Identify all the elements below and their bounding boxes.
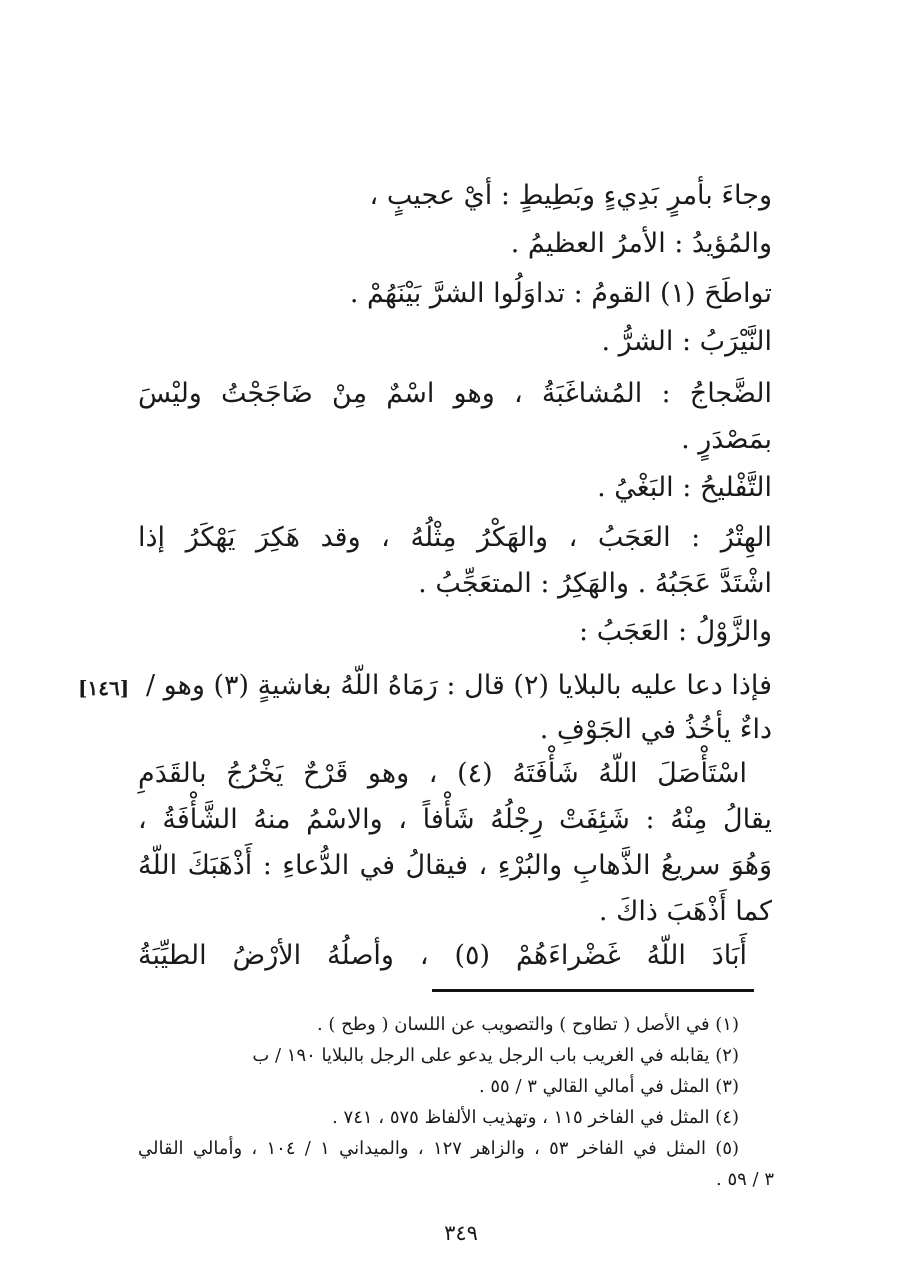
body-line-7: التَّفْليحُ : البَغْيُ . bbox=[597, 472, 772, 503]
body-line-16: كما أَذْهَبَ ذاكَ . bbox=[598, 896, 772, 927]
footnote-5: (٥) المثل في الفاخر ٥٣ ، والزاهر ١٢٧ ، والميداني ١ / ١٠٤ ، وأمالي القالي bbox=[138, 1138, 740, 1159]
body-line-1: وجاءَ بأمرٍ بَدِيءٍ وبَطِيطٍ : أيْ عجيبٍ ، bbox=[369, 180, 772, 211]
footnote-3: (٣) المثل في أمالي القالي ٣ / ٥٥ . bbox=[478, 1076, 739, 1097]
page-number: ٣٤٩ bbox=[444, 1221, 478, 1245]
marginal-page-reference: [١٤٦] bbox=[78, 676, 130, 700]
footnote-separator bbox=[432, 989, 754, 992]
body-line-4: النَّيْرَبُ : الشرُّ . bbox=[601, 326, 772, 357]
footnote-1: (١) في الأصل ( تطاوح ) والتصويب عن اللسان ( وطح ) . bbox=[316, 1014, 739, 1035]
footnote-5-continuation: ٣ / ٥٩ . bbox=[716, 1169, 774, 1190]
body-line-12: داءٌ يأخُذُ في الجَوْفِ . bbox=[539, 714, 772, 745]
body-line-5: الضَّجاجُ : المُشاغَبَةُ ، وهو اسْمٌ مِنْ ضَاجَجْتُ وليْسَ bbox=[138, 378, 772, 409]
body-line-2: والمُؤيدُ : الأمرُ العظيمُ . bbox=[510, 228, 772, 259]
body-line-6: بمَصْدَرٍ . bbox=[681, 424, 772, 455]
body-line-10: والزَّوْلُ : العَجَبُ : bbox=[579, 616, 772, 647]
footnote-2: (٢) يقابله في الغريب باب الرجل يدعو على الرجل بالبلايا ١٩٠ / ب bbox=[252, 1045, 739, 1066]
body-line-17: أَبَادَ اللّهُ غَضْراءَهُمْ (٥) ، وأصلُهُ الأرْضُ الطيِّبَةُ bbox=[138, 940, 747, 971]
body-line-13: اسْتَأْصَلَ اللّهُ شَأْفَتَهُ (٤) ، وهو قَرْحٌ يَخْرُجُ بالقَدَمِ bbox=[138, 758, 747, 789]
footnote-4: (٤) المثل في الفاخر ١١٥ ، وتهذيب الألفاظ ٥٧٥ ، ٧٤١ . bbox=[332, 1107, 739, 1128]
body-line-11: فإذا دعا عليه بالبلايا (٢) قال : رَمَاهُ اللّهُ بغاشيةٍ (٣) وهو / bbox=[145, 670, 772, 701]
body-line-8: الهِتْرُ : العَجَبُ ، والهَكْرُ مِثْلُهُ ، وقد هَكِرَ يَهْكَرُ إذا bbox=[138, 522, 773, 553]
body-line-3: تواطَحَ (١) القومُ : تداوَلُوا الشرَّ بَيْنَهُمْ . bbox=[349, 278, 772, 309]
body-line-14: يقالُ مِنْهُ : شَئِفَتْ رِجْلُهُ شَأْفاً ، والاسْمُ منهُ الشَّأْفَةُ ، bbox=[138, 804, 772, 835]
body-line-9: اشْتَدَّ عَجَبُهُ . والهَكِرُ : المتعَجِّبُ . bbox=[418, 568, 772, 599]
body-line-15: وَهُوَ سريعُ الذَّهابِ والبُرْءِ ، فيقالُ في الدُّعاءِ : أَذْهَبَكَ اللّهُ bbox=[138, 850, 772, 881]
